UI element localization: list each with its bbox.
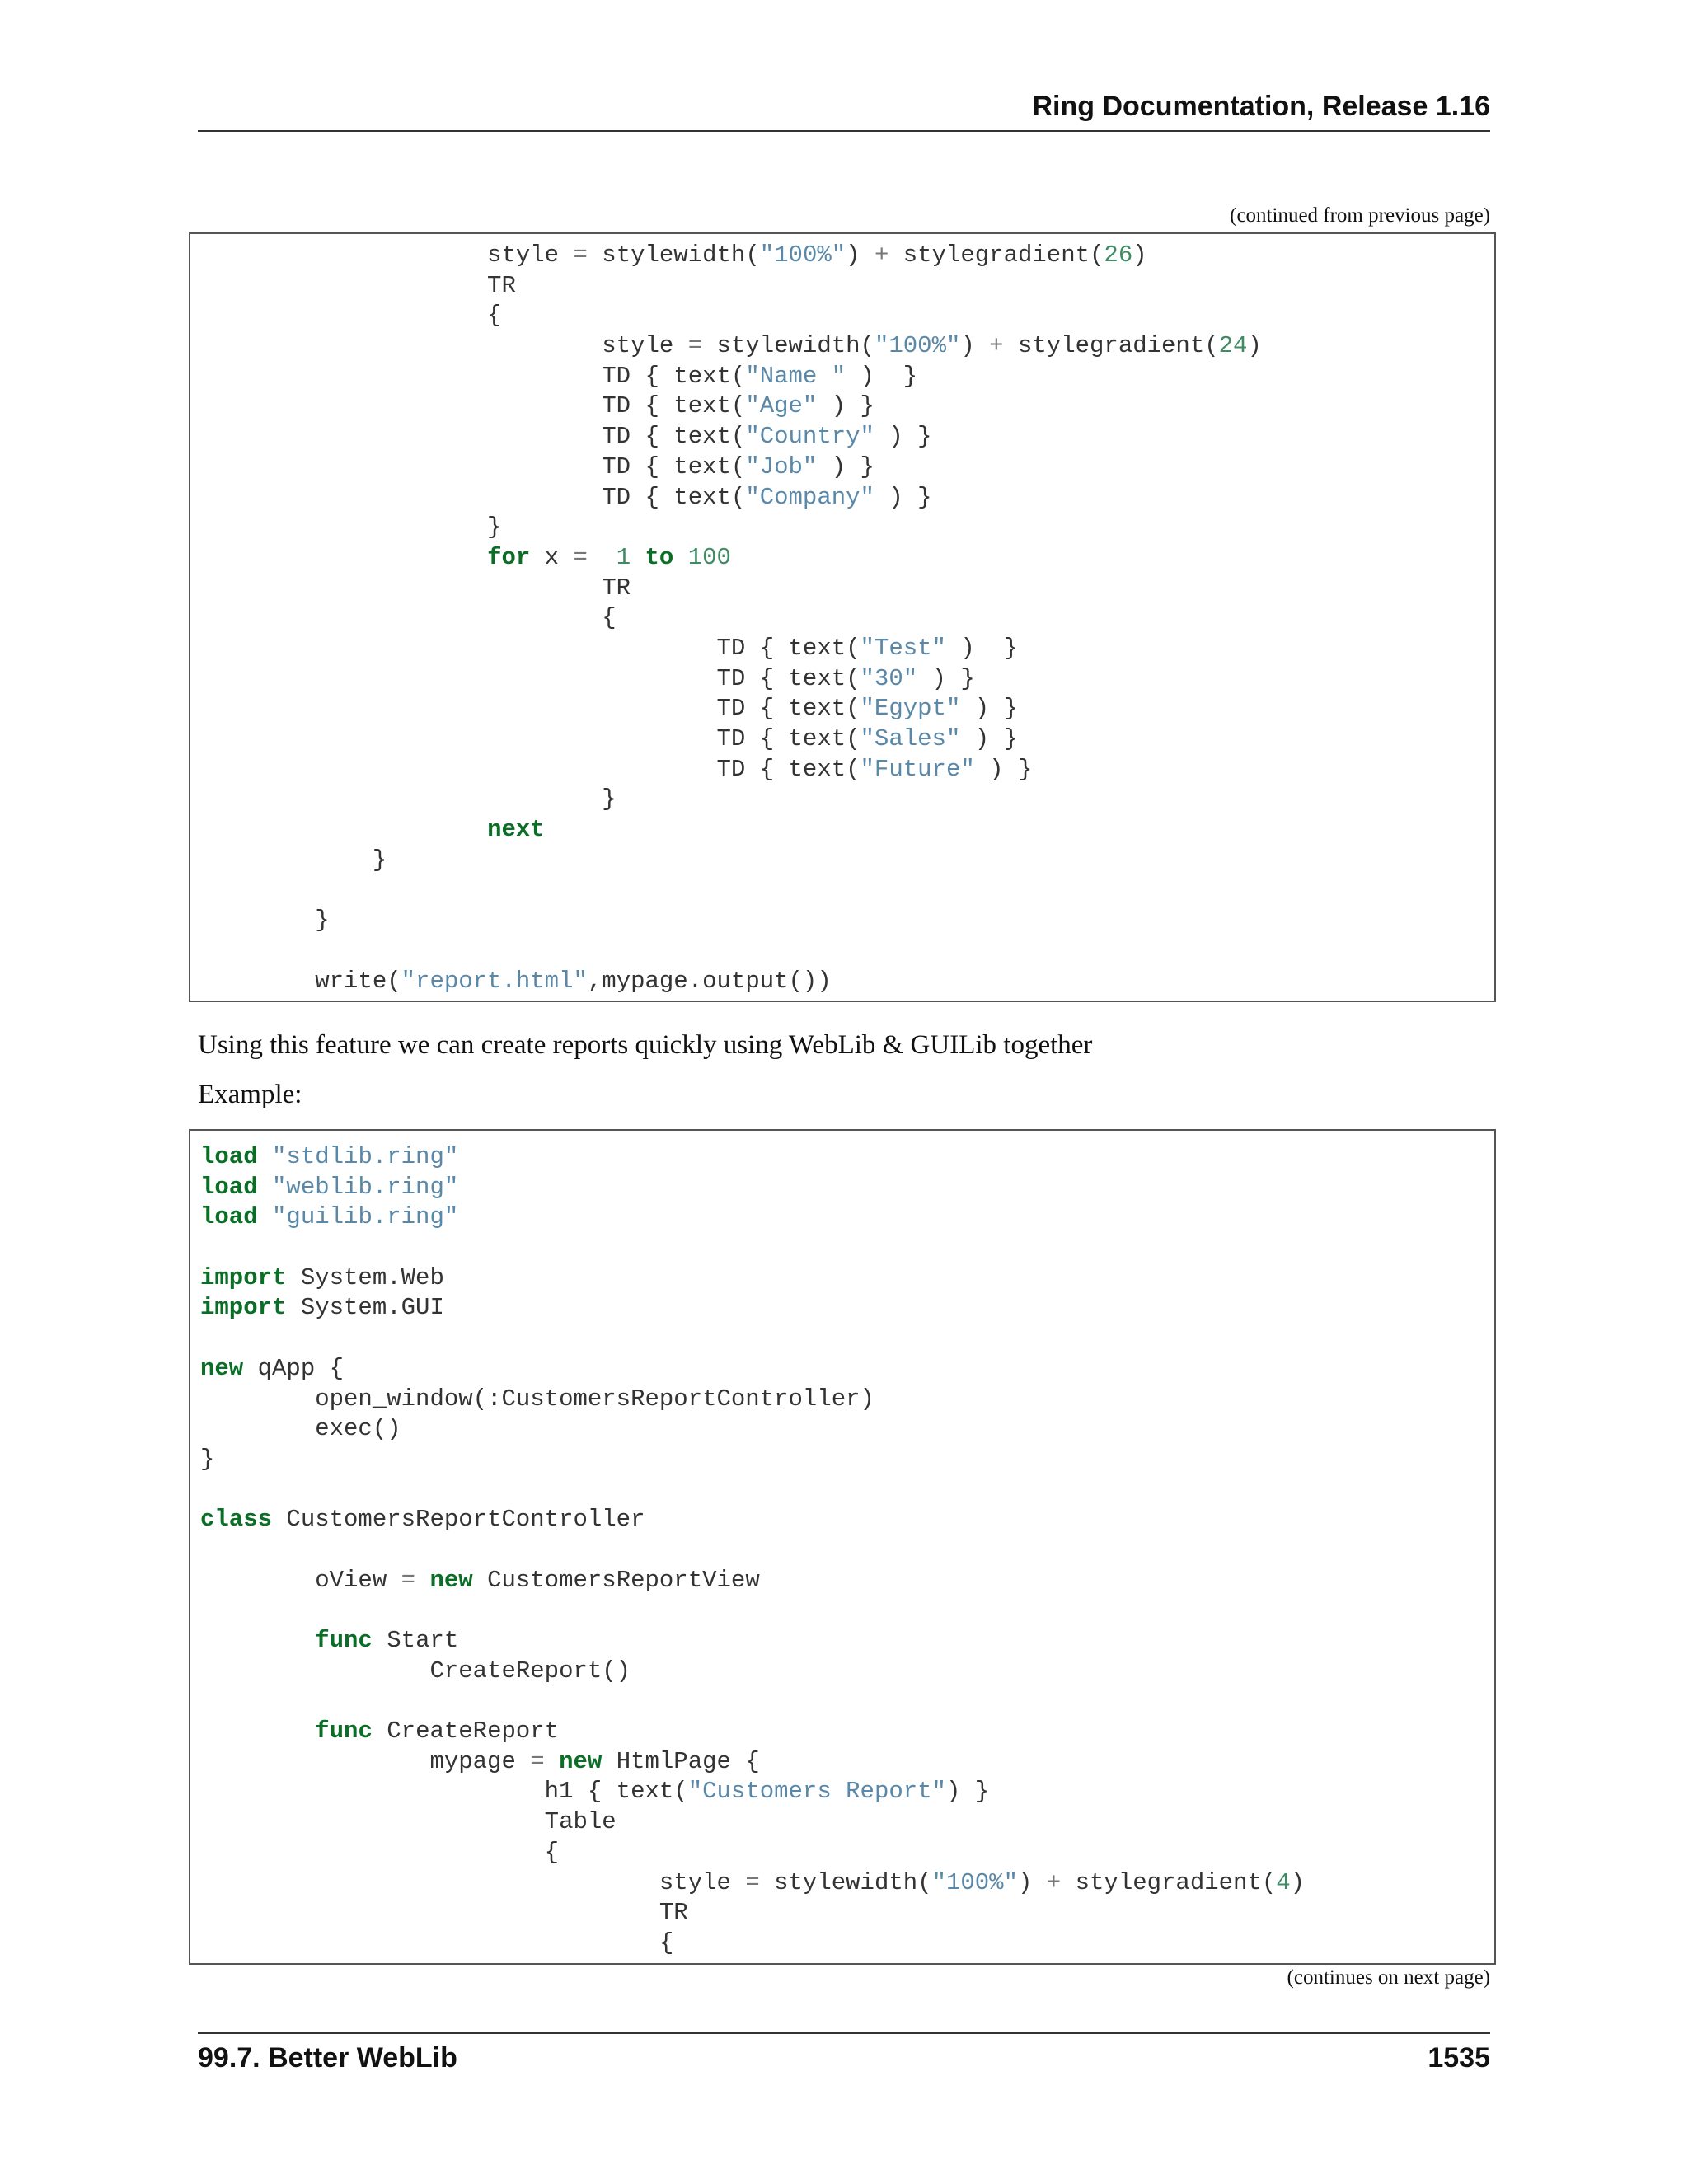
- code-token: style: [200, 1868, 746, 1896]
- code-token: "Egypt": [860, 695, 961, 723]
- code-token: =: [573, 543, 588, 571]
- code-block-1: [189, 232, 1496, 1002]
- code-token: ) }: [917, 664, 975, 692]
- code-token: "Country": [745, 423, 874, 451]
- code-line: [200, 574, 1262, 604]
- code-line: [200, 1173, 1305, 1203]
- code-line: [200, 271, 1262, 302]
- code-token: "Age": [745, 392, 818, 420]
- code-token: 4: [1276, 1868, 1291, 1896]
- code-token: CustomersReportController: [272, 1506, 645, 1534]
- code-token: mypage: [200, 1747, 531, 1775]
- code-token: }: [200, 785, 617, 813]
- code-token: TD { text(: [200, 392, 746, 420]
- code-line: [200, 301, 1262, 331]
- code-token: TR: [200, 1899, 688, 1927]
- code-token: TD { text(: [200, 755, 860, 783]
- code-line: [200, 331, 1262, 362]
- code-token: 26: [1104, 241, 1133, 269]
- code-token: ): [1247, 332, 1262, 360]
- code-token: write(: [200, 967, 401, 995]
- code-token: style: [487, 241, 560, 269]
- code-token: {: [200, 1838, 560, 1866]
- code-token: TD { text(: [200, 452, 746, 480]
- code-line: [200, 513, 1262, 543]
- code-token: CustomersReportView: [472, 1566, 760, 1594]
- code-token: "100%": [759, 241, 846, 269]
- code-token: exec(): [200, 1415, 401, 1443]
- code-token: [200, 816, 487, 843]
- code-token: [200, 1718, 315, 1745]
- code-token: "guilib.ring": [272, 1203, 459, 1231]
- code-token: Table: [200, 1808, 617, 1836]
- code-token: HtmlPage {: [602, 1747, 760, 1775]
- code-block-2-lines: [200, 1142, 1305, 1959]
- code-token: [588, 544, 617, 571]
- code-line: [200, 1777, 1305, 1807]
- code-token: ) }: [846, 362, 918, 390]
- code-token: [258, 1143, 272, 1170]
- code-line: [200, 1142, 1305, 1173]
- code-token: }: [200, 846, 387, 874]
- code-token: "Name ": [745, 362, 846, 390]
- code-token: ,mypage.output()): [587, 967, 832, 995]
- code-line: [200, 694, 1262, 724]
- code-line: [200, 1929, 1305, 1959]
- code-token: func: [315, 1718, 373, 1746]
- code-line: [200, 815, 1262, 846]
- code-token: [258, 1203, 272, 1230]
- code-token: style: [602, 332, 674, 360]
- code-token: CreateReport: [372, 1718, 560, 1746]
- code-token: =: [559, 241, 603, 269]
- continued-from-note: (continued from previous page): [1230, 204, 1490, 227]
- code-token: stylewidth(: [716, 332, 874, 360]
- code-line: [200, 452, 1262, 483]
- continues-on-note: (continues on next page): [1287, 1966, 1490, 1989]
- code-token: =: [530, 1747, 545, 1775]
- code-token: for: [487, 543, 531, 571]
- code-token: ): [1290, 1868, 1306, 1896]
- code-token: TR: [200, 271, 516, 299]
- code-token: 1: [616, 543, 631, 571]
- code-token: }: [200, 1445, 215, 1473]
- code-token: "weblib.ring": [272, 1173, 459, 1201]
- header-rule: [198, 130, 1490, 132]
- code-token: TD { text(: [200, 362, 746, 390]
- footer-page-number: 1535: [1428, 2042, 1490, 2074]
- code-token: qApp {: [243, 1354, 345, 1382]
- code-token: "Job": [745, 452, 818, 480]
- code-token: "100%": [931, 1868, 1018, 1896]
- code-block-1-lines: [200, 241, 1262, 996]
- code-line: [200, 1385, 1305, 1415]
- code-token: TD { text(: [200, 634, 860, 662]
- code-line: [200, 1324, 1305, 1354]
- code-token: }: [200, 513, 502, 541]
- code-token: =: [673, 332, 717, 360]
- body-paragraph: Using this feature we can create reports quickly using WebLib & GUILib together: [198, 1030, 1093, 1060]
- code-line: [200, 483, 1262, 513]
- code-line: [200, 1535, 1305, 1566]
- code-token: =: [745, 1868, 760, 1896]
- code-token: [673, 544, 687, 571]
- code-line: [200, 906, 1262, 936]
- code-token: stylegradient(: [1018, 332, 1219, 360]
- code-token: [415, 1567, 429, 1594]
- code-line: [200, 1686, 1305, 1717]
- code-line: [200, 543, 1262, 574]
- code-line: [200, 1414, 1305, 1445]
- example-label: Example:: [198, 1080, 302, 1109]
- code-line: [200, 1596, 1305, 1626]
- code-token: ): [1017, 1868, 1033, 1896]
- code-line: [200, 1838, 1305, 1868]
- code-token: load: [200, 1203, 258, 1231]
- code-token: TR: [200, 574, 631, 602]
- code-token: ) }: [960, 725, 1018, 752]
- code-token: TD { text(: [200, 664, 860, 692]
- code-token: "100%": [874, 332, 961, 360]
- code-line: [200, 785, 1262, 815]
- code-token: ) }: [974, 755, 1033, 783]
- code-token: stylewidth(: [759, 1868, 932, 1896]
- code-token: "stdlib.ring": [272, 1143, 459, 1170]
- code-token: [200, 1627, 315, 1654]
- code-token: new: [200, 1354, 244, 1382]
- code-token: TD { text(: [200, 423, 746, 451]
- code-token: ): [846, 241, 860, 269]
- code-line: [200, 1475, 1305, 1506]
- footer-rule: [198, 2032, 1490, 2034]
- code-token: new: [559, 1747, 603, 1775]
- code-token: 24: [1218, 332, 1248, 360]
- code-line: [200, 1626, 1305, 1657]
- code-line: [200, 1747, 1305, 1778]
- code-token: +: [1032, 1868, 1076, 1896]
- code-token: "Future": [860, 755, 975, 783]
- code-line: [200, 362, 1262, 392]
- code-token: [258, 1174, 272, 1201]
- code-token: TD { text(: [200, 483, 746, 511]
- code-token: "report.html": [401, 967, 588, 995]
- code-line: [200, 1445, 1305, 1475]
- code-line: [200, 391, 1262, 422]
- code-token: ): [960, 332, 975, 360]
- code-line: [200, 724, 1262, 755]
- code-line: [200, 875, 1262, 906]
- code-line: [200, 1868, 1305, 1899]
- code-line: [200, 1263, 1305, 1294]
- code-token: ) }: [874, 483, 932, 511]
- code-block-2: [189, 1129, 1496, 1965]
- footer-section-title: 99.7. Better WebLib: [198, 2042, 457, 2074]
- code-token: "30": [860, 664, 918, 692]
- code-token: ) }: [945, 1778, 990, 1806]
- code-token: ) }: [960, 695, 1018, 723]
- code-token: TD { text(: [200, 695, 860, 723]
- code-line: [200, 1807, 1305, 1838]
- code-token: System.Web: [286, 1263, 444, 1291]
- code-token: h1 { text(: [200, 1778, 688, 1806]
- code-token: +: [974, 332, 1018, 360]
- code-token: "Company": [745, 483, 874, 511]
- code-token: class: [200, 1506, 273, 1534]
- code-token: =: [401, 1566, 416, 1594]
- code-token: ) }: [817, 392, 874, 420]
- code-token: {: [200, 302, 502, 330]
- code-token: ) }: [874, 423, 932, 451]
- code-token: "Sales": [860, 725, 961, 752]
- code-line: [200, 241, 1262, 271]
- code-token: "Test": [860, 634, 946, 662]
- code-token: stylewidth(: [602, 241, 760, 269]
- code-token: import: [200, 1263, 287, 1291]
- code-token: [545, 1748, 559, 1775]
- code-token: x: [530, 543, 574, 571]
- code-line: [200, 755, 1262, 785]
- code-line: [200, 664, 1262, 695]
- code-token: CreateReport(): [200, 1657, 631, 1685]
- code-line: [200, 603, 1262, 634]
- page-header-title: Ring Documentation, Release 1.16: [1032, 91, 1490, 122]
- code-line: [200, 1898, 1305, 1929]
- code-token: "Customers Report": [687, 1778, 946, 1806]
- code-line: [200, 1717, 1305, 1747]
- code-line: [200, 1293, 1305, 1324]
- code-token: oView: [200, 1566, 401, 1594]
- code-token: {: [200, 604, 617, 632]
- code-token: [631, 544, 645, 571]
- code-line: [200, 1505, 1305, 1535]
- code-line: [200, 1566, 1305, 1596]
- code-token: TD { text(: [200, 725, 860, 752]
- code-token: [200, 332, 602, 359]
- code-token: open_window(:CustomersReportController): [200, 1385, 874, 1413]
- code-token: func: [315, 1627, 373, 1654]
- code-token: import: [200, 1294, 287, 1322]
- code-token: {: [200, 1929, 674, 1957]
- code-line: [200, 846, 1262, 876]
- code-line: [200, 1354, 1305, 1385]
- code-token: stylegradient(: [903, 241, 1104, 269]
- code-token: 100: [687, 543, 731, 571]
- code-line: [200, 422, 1262, 452]
- code-line: [200, 1657, 1305, 1687]
- code-line: [200, 1202, 1305, 1233]
- code-token: ): [1132, 241, 1147, 269]
- code-token: to: [645, 543, 674, 571]
- code-token: new: [429, 1566, 473, 1594]
- code-token: +: [860, 241, 903, 269]
- code-token: stylegradient(: [1075, 1868, 1277, 1896]
- code-token: Start: [372, 1627, 459, 1654]
- code-token: ) }: [817, 452, 874, 480]
- code-line: [200, 967, 1262, 997]
- code-token: [200, 241, 487, 269]
- code-token: }: [200, 907, 330, 935]
- code-line: [200, 1233, 1305, 1263]
- code-token: next: [487, 816, 545, 844]
- code-line: [200, 936, 1262, 967]
- code-token: [200, 544, 487, 571]
- code-token: load: [200, 1173, 258, 1201]
- code-token: load: [200, 1143, 258, 1170]
- code-token: ) }: [945, 634, 1018, 662]
- code-line: [200, 634, 1262, 664]
- code-token: System.GUI: [286, 1294, 444, 1322]
